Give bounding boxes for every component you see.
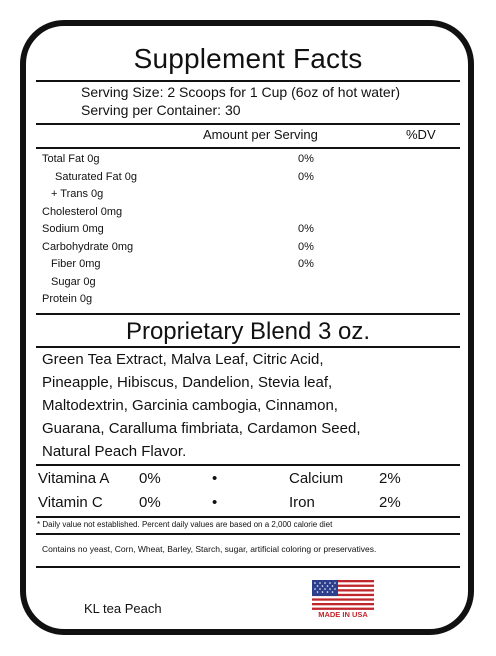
nutrient-dv: 0%	[298, 240, 314, 253]
nutrient-row	[36, 169, 460, 187]
ingredient-line: Pineapple, Hibiscus, Dandelion, Stevia leaf,	[42, 374, 333, 391]
ingredient-line: Guarana, Caralluma fimbriata, Cardamon Seed,	[42, 420, 361, 437]
nutrient-row	[36, 204, 460, 222]
nutrient-label: Cholesterol 0mg	[42, 205, 123, 218]
divider	[36, 516, 460, 518]
mineral-value: 2%	[379, 470, 401, 487]
nutrient-label: Fiber 0mg	[51, 258, 101, 270]
nutrient-row	[36, 274, 460, 292]
nutrient-label: Carbohydrate 0mg	[42, 240, 134, 253]
nutrient-row	[36, 221, 460, 239]
divider	[36, 566, 460, 568]
panel-title: Supplement Facts	[133, 43, 363, 74]
serving-size: Serving Size: 2 Scoops for 1 Cup (6oz of hot water)	[81, 84, 401, 100]
mineral-name: Iron	[289, 494, 315, 511]
nutrient-dv: 0%	[298, 258, 314, 270]
nutrient-dv: 0%	[298, 153, 314, 165]
nutrient-label: + Trans 0g	[51, 188, 104, 200]
allergen-statement: Contains no yeast, Corn, Wheat, Barley, Starch, sugar, artificial coloring or preservatives.	[42, 544, 377, 554]
mineral-value: 2%	[379, 494, 401, 511]
vitamin-name: Vitamin C	[38, 494, 103, 511]
nutrient-row	[36, 291, 460, 309]
nutrient-label: Sodium 0mg	[42, 223, 104, 235]
ingredient-line: Natural Peach Flavor.	[42, 443, 187, 460]
nutrient-label: Protein 0g	[42, 293, 93, 305]
nutrient-list	[36, 151, 460, 309]
nutrient-row	[36, 151, 460, 169]
nutrient-row	[36, 186, 460, 204]
vitamin-value: 0%	[139, 494, 161, 511]
nutrient-dv: 0%	[298, 223, 314, 235]
nutrient-row	[36, 239, 460, 257]
ingredient-line: Maltodextrin, Garcinia cambogia, Cinnamon,	[42, 397, 338, 414]
nutrient-row	[36, 256, 460, 274]
us-flag-icon	[312, 580, 374, 610]
divider	[36, 80, 460, 82]
ingredient-line: Green Tea Extract, Malva Leaf, Citric Acid,	[42, 351, 324, 368]
bullet-icon: •	[212, 494, 218, 511]
vitamin-row	[36, 491, 460, 515]
vitamin-name: Vitamina A	[38, 470, 110, 487]
nutrient-label: Saturated Fat 0g	[55, 170, 137, 183]
made-in-usa-text: MADE IN USA	[318, 610, 368, 619]
vitamin-mineral-table	[36, 466, 460, 514]
nutrient-label: Total Fat 0g	[42, 153, 100, 165]
divider	[36, 147, 460, 149]
vitamin-row	[36, 467, 460, 491]
nutrient-dv: 0%	[298, 170, 314, 183]
divider	[36, 313, 460, 315]
servings-per-container: Serving per Container: 30	[81, 102, 241, 118]
daily-value-footnote: * Daily value not established. Percent daily values are based on a 2,000 calorie diet	[37, 520, 333, 529]
bullet-icon: •	[212, 470, 218, 487]
supplement-facts-panel	[36, 40, 460, 627]
product-name: KL tea Peach	[84, 601, 162, 616]
made-in-usa-badge	[312, 580, 374, 620]
amount-header-row	[36, 125, 460, 145]
proprietary-blend-title: Proprietary Blend 3 oz.	[125, 318, 371, 345]
amount-per-serving-header: Amount per Serving	[203, 127, 318, 142]
vitamin-value: 0%	[139, 470, 161, 487]
ingredient-list	[42, 348, 452, 463]
dv-header: %DV	[406, 127, 436, 142]
mineral-name: Calcium	[289, 470, 344, 487]
serving-info	[81, 83, 496, 119]
divider	[36, 533, 460, 535]
nutrient-label: Sugar 0g	[51, 275, 96, 288]
